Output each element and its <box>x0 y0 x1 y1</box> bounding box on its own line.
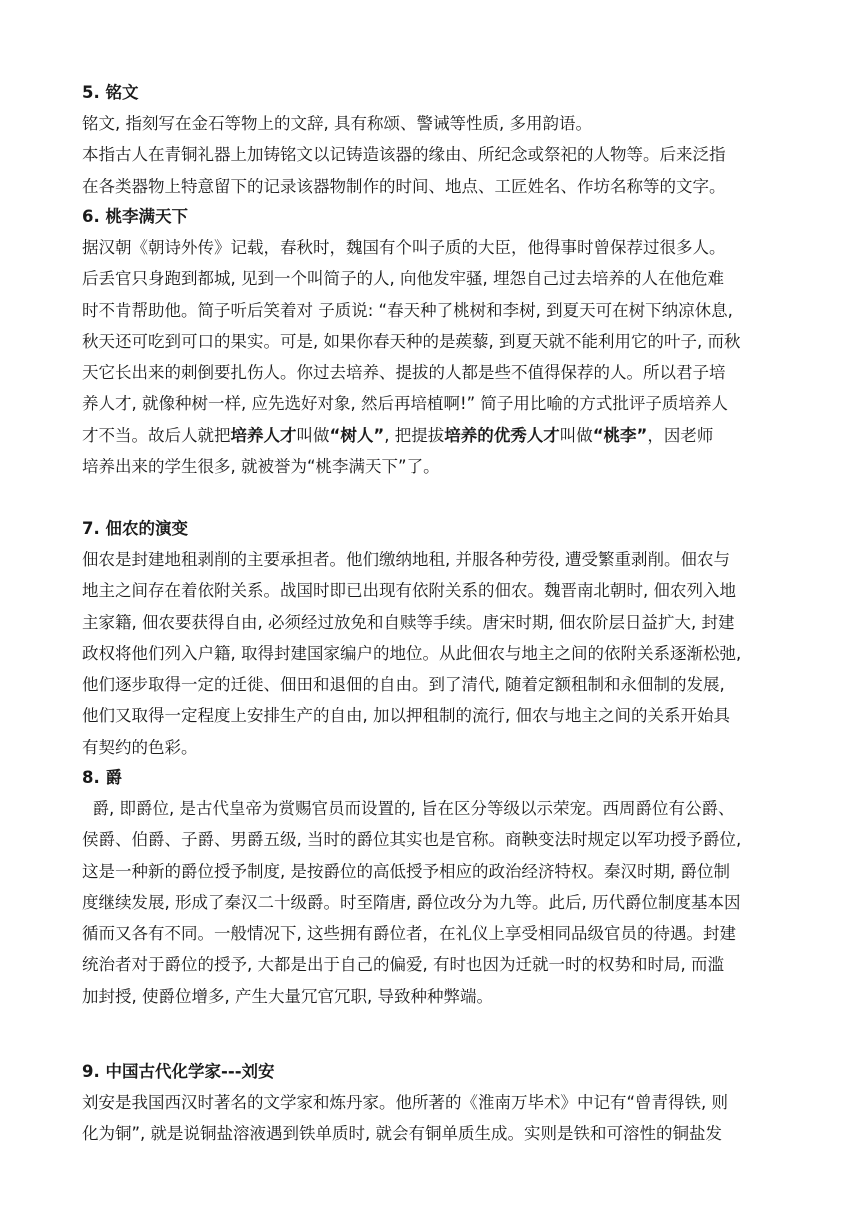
bold-term: “桃李” <box>592 425 648 445</box>
bold-term: 培养的优秀人才 <box>444 425 560 445</box>
section-9 <box>82 1056 782 1150</box>
paragraph-line: 刘安是我国西汉时著名的文学家和炼丹家。他所著的《淮南万毕术》中记有“曾青得铁, 则 <box>82 1093 729 1112</box>
paragraph-line-rich <box>82 420 782 451</box>
section-5 <box>82 77 782 202</box>
section-heading: 7. 佃农的演变 <box>82 519 188 538</box>
text-run: 才不当。故后人就把 <box>82 425 231 445</box>
paragraph-line: 他们又取得一定程度上安排生产的自由, 加以押租制的流行, 佃农与地主之间的关系开始具 <box>82 706 730 726</box>
text-run: 叫做 <box>296 425 330 445</box>
section-8 <box>82 762 782 1012</box>
section-heading: 6. 桃李满天下 <box>82 207 188 226</box>
section-heading: 5. 铭文 <box>82 83 139 102</box>
paragraph-line: 度继续发展, 形成了秦汉二十级爵。时至隋唐, 爵位改分为九等。此后, 历代爵位制度基本因 <box>82 892 741 912</box>
section-7 <box>82 513 782 763</box>
paragraph-line: 本指古人在青铜礼器上加铸铭文以记铸造该器的缘由、所纪念或祭祀的人物等。后来泛指 <box>82 145 726 165</box>
paragraph-line: 这是一种新的爵位授予制度, 是按爵位的高低授予相应的政治经济特权。秦汉时期, 爵位制 <box>82 861 730 881</box>
paragraph-line: 主家籍, 佃农要获得自由, 必须经过放免和自赎等手续。唐宋时期, 佃农阶层日益扩大, 封建 <box>82 612 735 632</box>
paragraph-line: 培养出来的学生很多, 就被誉为“桃李满天下”了。 <box>82 457 440 477</box>
paragraph-line: 后丢官只身跑到都城, 见到一个叫简子的人, 向他发牢骚, 埋怨自己过去培养的人在他危难 <box>82 269 724 289</box>
text-run: , 把提拔 <box>384 425 445 445</box>
paragraph-line: 政权将他们列入户籍, 取得封建国家编户的地位。从此佃农与地主之间的依附关系逐渐松弛, <box>82 643 742 663</box>
paragraph-line: 循而又各有不同。一般情况下, 这些拥有爵位者，在礼仪上享受相同品级官员的待遇。封建 <box>82 924 736 944</box>
paragraph-line: 化为铜”, 就是说铜盐溶液遇到铁单质时, 就会有铜单质生成。实则是铁和可溶性的铜盐发 <box>82 1124 723 1144</box>
bold-term: 培养人才 <box>230 425 297 445</box>
section-heading: 9. 中国古代化学家---刘安 <box>82 1062 275 1081</box>
paragraph-line: 地主之间存在着依附关系。战国时即已出现有依附关系的佃农。魏晋南北朝时, 佃农列入地 <box>82 581 736 601</box>
paragraph-line: 加封授, 使爵位增多, 产生大量冗官冗职, 导致种种弊端。 <box>82 986 493 1006</box>
paragraph-line: 爵, 即爵位, 是古代皇帝为赏赐官员而设置的, 旨在区分等级以示荣宠。西周爵位有公爵、 <box>82 799 735 818</box>
paragraph-line: 他们逐步取得一定的迁徙、佃田和退佃的自由。到了清代, 随着定额租制和永佃制的发展, <box>82 675 725 695</box>
section-6 <box>82 201 782 482</box>
paragraph-line: 时不肯帮助他。简子听后笑着对 子质说: “春天种了桃树和李树, 到夏天可在树下纳凉休息, <box>82 300 733 320</box>
paragraph-line: 养人才, 就像种树一样, 应先选好对象, 然后再培植啊!” 简子用比喻的方式批评子质培养人 <box>82 394 728 414</box>
paragraph-line: 铭文, 指刻写在金石等物上的文辞, 具有称颂、警诫等性质, 多用韵语。 <box>82 114 592 133</box>
section-heading: 8. 爵 <box>82 768 122 787</box>
text-run: 叫做 <box>559 425 593 445</box>
bold-term: “树人” <box>329 425 385 445</box>
paragraph-line: 侯爵、伯爵、子爵、男爵五级, 当时的爵位其实也是官称。商鞅变法时规定以军功授予爵位, <box>82 830 742 850</box>
text-run: ，因老师 <box>647 425 714 445</box>
paragraph-line: 据汉朝《朝诗外传》记载，春秋时，魏国有个叫子质的大臣，他得事时曾保荐过很多人。 <box>82 238 726 257</box>
paragraph-line: 统治者对于爵位的授予, 大都是出于自己的偏爱, 有时也因为迁就一时的权势和时局, 而滥 <box>82 955 724 975</box>
paragraph-line: 在各类器物上特意留下的记录该器物制作的时间、地点、工匠姓名、作坊名称等的文字。 <box>82 176 726 196</box>
paragraph-line: 秋天还可吃到可口的果实。可是, 如果你春天种的是蒺藜, 到夏天就不能利用它的叶子, 而秋 <box>82 331 741 351</box>
paragraph-line: 有契约的色彩。 <box>82 737 198 757</box>
paragraph-line: 佃农是封建地租剥削的主要承担者。他们缴纳地租, 并服各种劳役, 遭受繁重剥削。佃农与 <box>82 550 730 569</box>
paragraph-line: 天它长出来的刺倒要扎伤人。你过去培养、提拔的人都是些不值得保荐的人。所以君子培 <box>82 363 726 383</box>
